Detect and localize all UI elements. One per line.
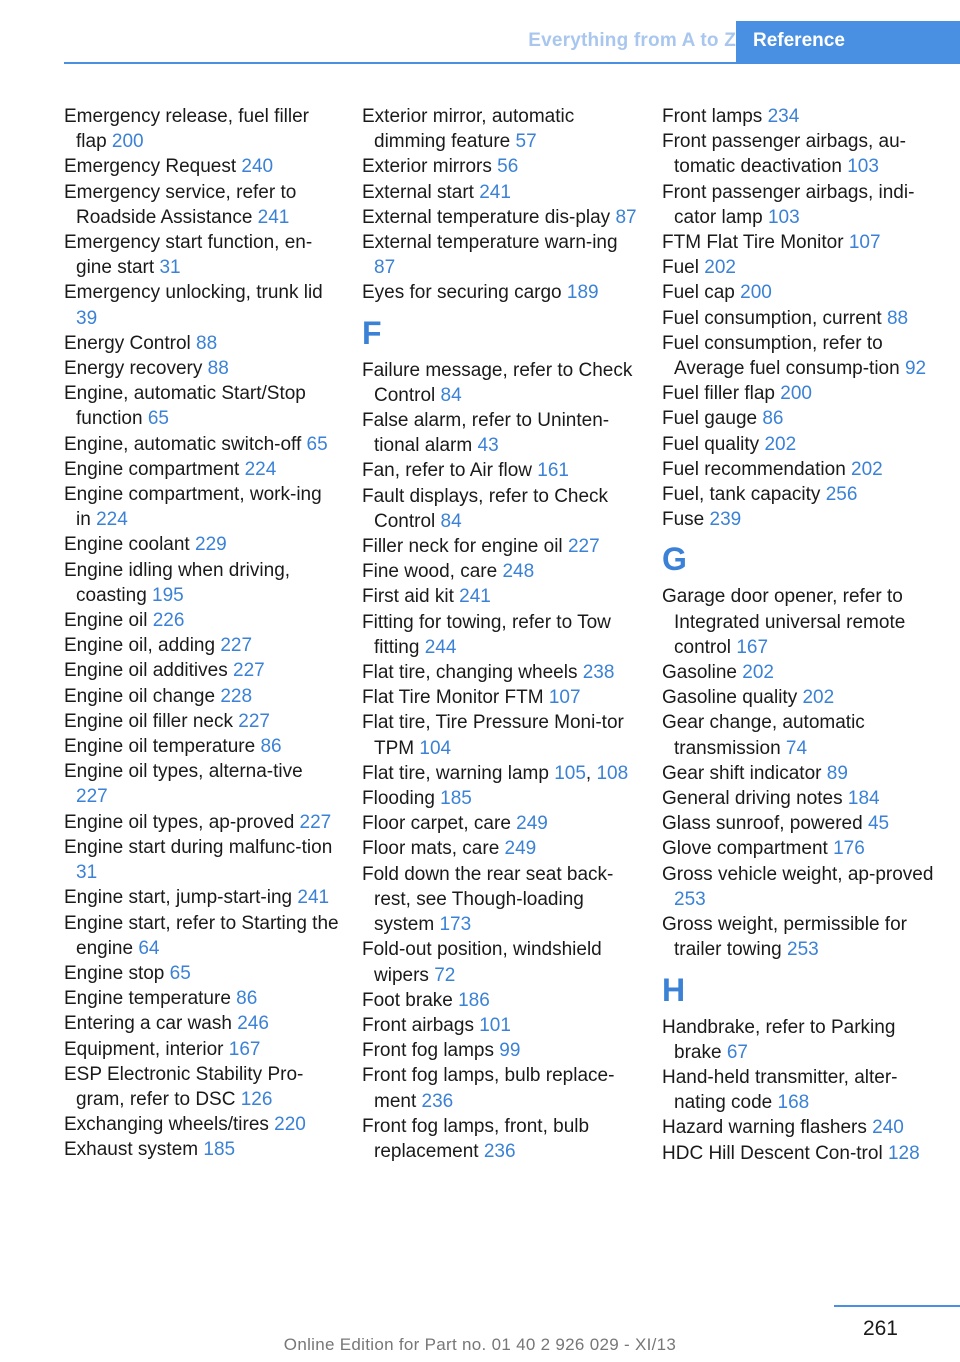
tab-label: Reference [753, 30, 845, 51]
index-entry [362, 685, 637, 710]
index-entry-text: Hazard warning flashers [662, 1117, 873, 1139]
page-link[interactable]: 67 [726, 1041, 748, 1063]
index-entry-text: Flat Tire Monitor FTM [362, 687, 549, 709]
index-entry-text: Front fog lamps, front, bulb replacement [362, 1115, 590, 1162]
index-entry-text: Floor carpet, care [362, 813, 517, 835]
index-entry [64, 180, 339, 230]
page-link[interactable]: 64 [138, 937, 160, 959]
index-entry [362, 786, 637, 811]
index-entry-text: ESP Electronic Stability Pro-gram, refer to DSC [64, 1063, 304, 1110]
index-entry-text: Engine oil [64, 610, 153, 632]
index-entry [662, 280, 937, 305]
page-link[interactable]: 185 [203, 1139, 236, 1161]
index-entry-text: Engine start, jump-start-ing [64, 887, 298, 909]
page-link[interactable]: 72 [434, 964, 456, 986]
index-entry [64, 658, 339, 683]
index-entry [362, 1013, 637, 1038]
page-link[interactable]: 107 [548, 687, 581, 709]
index-entry-text: Floor mats, care [362, 838, 505, 860]
index-entry-text: Emergency Request [64, 156, 242, 178]
page-link[interactable]: 227 [238, 710, 270, 732]
index-entry-text: Front passenger airbags, indi-cator lamp [662, 181, 915, 228]
page-link[interactable]: 103 [847, 156, 879, 178]
index-entry [662, 255, 937, 280]
index-entry-text: Engine temperature [64, 988, 237, 1010]
page-link[interactable]: 108 [596, 762, 629, 784]
index-entry-text: Fuel recommendation [662, 458, 852, 480]
page-number-rule [834, 1305, 960, 1307]
index-entry-text: Fuel gauge [662, 408, 763, 430]
page-link[interactable]: 103 [767, 206, 800, 228]
index-column-2 [362, 104, 637, 1164]
index-entry-text: Energy Control [64, 332, 197, 354]
page-link[interactable]: 227 [233, 660, 265, 682]
page-link[interactable]: 240 [241, 156, 274, 178]
page-link[interactable]: 236 [483, 1140, 516, 1162]
index-entry [64, 885, 339, 910]
index-entry-text: Gear shift indicator [662, 762, 827, 784]
index-entry-text: Front lamps [662, 106, 768, 127]
index-entry [362, 154, 637, 179]
page-link[interactable]: 101 [479, 1014, 511, 1036]
index-entry [662, 381, 937, 406]
index-entry-text: Fuel consumption, refer to Average fuel consump-tion [662, 332, 905, 380]
page-link[interactable]: 176 [833, 838, 865, 860]
index-entry-text: Fuel consumption, current [662, 307, 887, 329]
index-entry-text: Fine wood, care [362, 561, 503, 583]
page-link[interactable]: 226 [152, 610, 185, 632]
index-entry [362, 458, 637, 483]
index-entry [662, 104, 937, 129]
index-entry [362, 534, 637, 559]
index-entry [362, 230, 637, 280]
page-link[interactable]: 202 [704, 257, 736, 279]
page-link[interactable]: 244 [424, 636, 457, 658]
reference-tab [736, 21, 960, 62]
index-letter-heading: G [662, 541, 687, 578]
index-entry-text: Glass sunroof, powered [662, 813, 868, 835]
index-entry-text: Fold-out position, windshield wipers [362, 939, 602, 986]
index-entry [64, 532, 339, 557]
page-link[interactable]: 167 [736, 636, 769, 658]
index-entry: Flat tire, warning lamp 105, 108 [362, 762, 629, 784]
index-entry [362, 937, 637, 987]
page-link[interactable]: 65 [169, 962, 191, 984]
page-link[interactable]: 87 [374, 257, 396, 279]
index-entry [362, 1038, 637, 1063]
index-entry-text: Engine idling when driving, coasting [64, 559, 291, 606]
index-letter-heading: H [662, 971, 686, 1008]
index-entry-text: Fuel [662, 257, 705, 279]
index-entry [662, 482, 937, 507]
page-link[interactable]: 65 [306, 433, 328, 455]
page-link[interactable]: 236 [421, 1090, 454, 1112]
index-entry-text: Eyes for securing cargo [362, 282, 567, 304]
index-entry [662, 660, 937, 685]
index-entry [64, 911, 339, 961]
index-entry-text: Engine oil filler neck [64, 710, 239, 732]
page-link[interactable]: 84 [440, 510, 462, 532]
index-entry-text: Engine start, refer to Starting the engine [64, 912, 339, 959]
index-entry [662, 685, 937, 710]
index-entry-text: Gasoline quality [662, 687, 803, 709]
page-link[interactable]: 241 [479, 181, 511, 203]
index-entry [64, 734, 339, 759]
index-entry [362, 559, 637, 584]
index-entry-text: Emergency unlocking, trunk lid [64, 282, 323, 304]
index-entry-text: Engine oil temperature [64, 736, 261, 758]
index-entry-text: Failure message, refer to Check Control [362, 359, 633, 406]
page-link[interactable]: 200 [740, 282, 772, 304]
index-entry-text: Engine compartment, work-ing in [64, 484, 322, 531]
index-entry [662, 180, 937, 230]
page-link[interactable]: 248 [502, 561, 535, 583]
index-entry [64, 810, 339, 835]
page-link[interactable]: 229 [195, 534, 227, 556]
index-entry-text: Gross vehicle weight, ap-proved [662, 863, 934, 885]
index-entry-text: External start [362, 181, 480, 203]
index-entry [64, 684, 339, 709]
index-letter-heading: F [362, 314, 382, 351]
index-entry [64, 759, 339, 809]
index-entry-text: General driving notes [662, 788, 848, 810]
index-entry-text: Flat tire, changing wheels [362, 662, 583, 684]
index-entry [662, 507, 937, 532]
page-link[interactable]: 74 [785, 737, 808, 759]
index-entry [64, 457, 339, 482]
index-entry-text: Fold down the rear seat back-rest, see Though-loading system [362, 863, 614, 936]
page-link[interactable]: 256 [825, 484, 858, 506]
page-link[interactable]: 31 [76, 862, 98, 884]
index-entry-text: Entering a car wash [64, 1013, 238, 1035]
index-entry [662, 1141, 937, 1166]
page-link[interactable]: 87 [615, 206, 637, 228]
page-link[interactable]: 200 [780, 383, 812, 405]
index-entry [362, 836, 637, 861]
page-link[interactable]: 202 [742, 662, 774, 684]
page-link[interactable]: 161 [537, 460, 569, 482]
page-link[interactable]: 39 [76, 307, 98, 329]
page-link[interactable]: 45 [867, 813, 890, 835]
index-entry-text: Front fog lamps [362, 1040, 500, 1062]
index-entry-text: Engine stop [64, 962, 170, 984]
index-entry [64, 1137, 339, 1162]
index-entry [64, 154, 339, 179]
page-link[interactable]: 88 [886, 307, 909, 329]
page-link[interactable]: 246 [237, 1013, 269, 1035]
index-entry-text: Fuse [662, 509, 710, 531]
page-link[interactable]: 224 [244, 458, 277, 480]
index-entry [64, 1062, 339, 1112]
index-entry [64, 835, 339, 885]
page-link[interactable]: 84 [440, 384, 462, 406]
page-link[interactable]: 228 [220, 685, 253, 707]
index-entry [662, 432, 937, 457]
index-entry [64, 381, 339, 431]
index-entry [662, 1015, 937, 1065]
index-entry-text: Engine, automatic Start/Stop function [64, 383, 306, 430]
page-header [0, 0, 960, 64]
index-entry [362, 811, 637, 836]
index-entry [64, 633, 339, 658]
page-link[interactable]: 253 [674, 888, 706, 910]
index-entry-text: Fan, refer to Air flow [362, 460, 538, 482]
index-entry-text: Filler neck for engine oil [362, 536, 568, 558]
index-entry [362, 862, 637, 938]
index-entry-text: Exhaust system [64, 1139, 204, 1161]
index-entry-text: Fuel, tank capacity [662, 484, 826, 506]
index-entry-text: Garage door opener, refer to Integrated universal remote control [662, 586, 906, 658]
index-entry [64, 331, 339, 356]
index-entry [362, 584, 637, 609]
index-entry [662, 786, 937, 811]
index-entry-text: Exterior mirrors [362, 156, 498, 178]
index-entry-text: Handbrake, refer to Parking brake [662, 1016, 896, 1063]
page-link[interactable]: 107 [848, 232, 881, 254]
index-entry [64, 230, 339, 280]
header-rule [64, 62, 960, 64]
index-entry [362, 1114, 637, 1164]
page-link[interactable]: 241 [297, 887, 330, 909]
page-link[interactable]: 168 [777, 1092, 810, 1114]
index-entry-text: Fuel quality [662, 433, 765, 455]
page-link[interactable]: 105 [554, 762, 586, 784]
page-link[interactable]: 173 [439, 914, 472, 936]
page-link[interactable]: 86 [762, 408, 784, 430]
index-entry [662, 331, 937, 381]
page-link[interactable]: 249 [504, 838, 537, 860]
page-link[interactable]: 126 [240, 1088, 273, 1110]
page-link[interactable]: 220 [274, 1114, 306, 1136]
index-entry-text: External temperature dis-play [362, 206, 616, 228]
index-entry-text: Foot brake [362, 989, 459, 1011]
index-entry-text: First aid kit [362, 586, 460, 608]
page-link[interactable]: 239 [709, 509, 742, 531]
index-entry-text: Gear change, automatic transmission [662, 712, 865, 759]
page-link[interactable]: 88 [196, 332, 218, 354]
index-entry [662, 710, 937, 760]
page-link[interactable]: 128 [887, 1142, 920, 1164]
page-link[interactable]: 65 [147, 408, 169, 430]
page-link[interactable]: 86 [236, 988, 258, 1010]
index-entry [64, 608, 339, 633]
index-entry [64, 1011, 339, 1036]
index-entry-text: Engine oil types, ap-proved [64, 811, 300, 833]
index-entry [662, 862, 937, 912]
page-link[interactable]: 185 [440, 788, 472, 810]
index-entry [662, 129, 937, 179]
page-link[interactable]: 56 [497, 156, 519, 178]
index-entry-text: Hand-held transmitter, alter-nating code [662, 1066, 898, 1114]
page-link[interactable]: 104 [419, 737, 452, 759]
index-entry-text: Glove compartment [662, 838, 834, 860]
page-link[interactable]: 227 [567, 536, 600, 558]
page-link[interactable]: 88 [207, 358, 229, 380]
index-entry-text: Gasoline [662, 662, 743, 684]
index-entry-text: Engine oil, adding [64, 635, 221, 657]
index-entry-text: Front airbags [362, 1014, 480, 1036]
page-link[interactable]: 189 [566, 282, 599, 304]
index-entry-text: Engine coolant [64, 534, 195, 556]
index-entry [662, 811, 937, 836]
page-link[interactable]: 57 [515, 131, 537, 153]
page-link[interactable]: 238 [582, 662, 615, 684]
index-entry [662, 230, 937, 255]
index-entry [662, 457, 937, 482]
index-entry-text: Exchanging wheels/tires [64, 1114, 275, 1136]
index-entry [64, 1112, 339, 1137]
index-entry [362, 180, 637, 205]
page-link[interactable]: 202 [851, 458, 883, 480]
page-link[interactable]: 195 [152, 584, 184, 606]
page-link[interactable]: 241 [257, 206, 290, 228]
page-link[interactable]: 184 [847, 788, 880, 810]
index-entry [64, 986, 339, 1011]
index-entry [64, 356, 339, 381]
page-link[interactable]: 202 [764, 433, 797, 455]
index-entry [362, 610, 637, 660]
page-link[interactable]: 89 [826, 762, 848, 784]
page-link[interactable]: 92 [904, 358, 927, 380]
index-entry [64, 104, 339, 154]
page-link[interactable]: 99 [499, 1040, 521, 1062]
index-entry [362, 484, 637, 534]
index-entry-text: Fuel cap [662, 282, 741, 304]
index-column-3 [662, 104, 937, 1166]
index-entry [64, 432, 339, 457]
index-entry [362, 988, 637, 1013]
index-entry-text: Front fog lamps, bulb replace-ment [362, 1065, 615, 1112]
index-entry [362, 408, 637, 458]
index-entry-text: Gross weight, permissible for trailer towing [662, 914, 907, 961]
index-entry-text: Front passenger airbags, au-tomatic deactivation [662, 131, 906, 178]
index-entry [64, 280, 339, 330]
index-entry-text: Exterior mirror, automatic dimming feature [362, 106, 575, 153]
index-entry [362, 205, 637, 230]
index-entry-text: Engine oil change [64, 685, 221, 707]
index-entry-text: Flooding [362, 788, 441, 810]
index-entry [662, 406, 937, 431]
index-entry [64, 709, 339, 734]
index-entry [662, 761, 937, 786]
page-link[interactable]: 240 [872, 1117, 904, 1139]
index-entry-text: Engine start during malfunc-tion [64, 836, 333, 858]
index-entry-text: Energy recovery [64, 358, 208, 380]
index-entry-text: Engine compartment [64, 458, 245, 480]
index-entry [362, 280, 637, 305]
page-link[interactable]: 241 [459, 586, 491, 608]
page-link[interactable]: 31 [159, 257, 181, 279]
index-entry [64, 961, 339, 986]
page-link[interactable]: 86 [260, 736, 282, 758]
index-entry-text: Flat tire, warning lamp [362, 762, 555, 784]
index-entry [662, 836, 937, 861]
index-entry-text: False alarm, refer to Uninten-tional alarm [362, 410, 610, 457]
page-link[interactable]: 167 [228, 1038, 261, 1060]
page-link[interactable]: 202 [802, 687, 835, 709]
index-entry-text: HDC Hill Descent Con-trol [662, 1142, 888, 1164]
page-link[interactable]: 227 [76, 786, 108, 808]
page-link[interactable]: 186 [458, 989, 490, 1011]
index-entry [662, 584, 937, 660]
page-link[interactable]: 227 [299, 811, 332, 833]
index-entry-text: Fault displays, refer to Check Control [362, 485, 609, 532]
section-title: Everything from A to Z [528, 30, 736, 51]
index-entry-text: Emergency service, refer to Roadside Assistance [64, 181, 297, 228]
page-link[interactable]: 253 [787, 939, 819, 961]
index-entry-text: External temperature warn-ing [362, 232, 618, 254]
index-entry [362, 660, 637, 685]
page-link[interactable]: 234 [767, 106, 800, 127]
index-entry-text: Emergency start function, en-gine start [64, 232, 313, 279]
page-link[interactable]: 43 [477, 435, 499, 457]
page-link[interactable]: 200 [111, 131, 144, 153]
index-entry-text: Equipment, interior [64, 1038, 229, 1060]
index-entry-text: Emergency release, fuel filler flap [64, 106, 309, 153]
index-entry [662, 1065, 937, 1115]
index-entry [662, 306, 937, 331]
index-column-1 [64, 104, 339, 1163]
index-entry [64, 558, 339, 608]
index-entry-text: Fuel filler flap [662, 383, 781, 405]
index-entry [362, 710, 637, 760]
index-entry [64, 1037, 339, 1062]
index-entry [362, 1063, 637, 1113]
index-entry [362, 104, 637, 154]
index-entry-text: FTM Flat Tire Monitor [662, 232, 849, 254]
index-entry [662, 912, 937, 962]
index-entry-text: Engine oil additives [64, 660, 233, 682]
index-entry-text: Flat tire, Tire Pressure Moni-tor TPM [362, 712, 624, 759]
page-number: 261 [862, 1317, 898, 1340]
index-entry-text: Engine, automatic switch-off [64, 433, 307, 455]
index-entry [662, 1115, 937, 1140]
page-link[interactable]: 249 [516, 813, 548, 835]
index-entry [64, 482, 339, 532]
index-entry-text: Engine oil types, alterna-tive [64, 761, 303, 783]
page-link[interactable]: 224 [96, 509, 128, 531]
index-entry [362, 358, 637, 408]
index-entry-text: Fitting for towing, refer to Tow fitting [362, 611, 611, 658]
page-link[interactable]: 227 [220, 635, 253, 657]
edition-note: Online Edition for Part no. 01 40 2 926 029 - XI/13 [283, 1335, 677, 1354]
